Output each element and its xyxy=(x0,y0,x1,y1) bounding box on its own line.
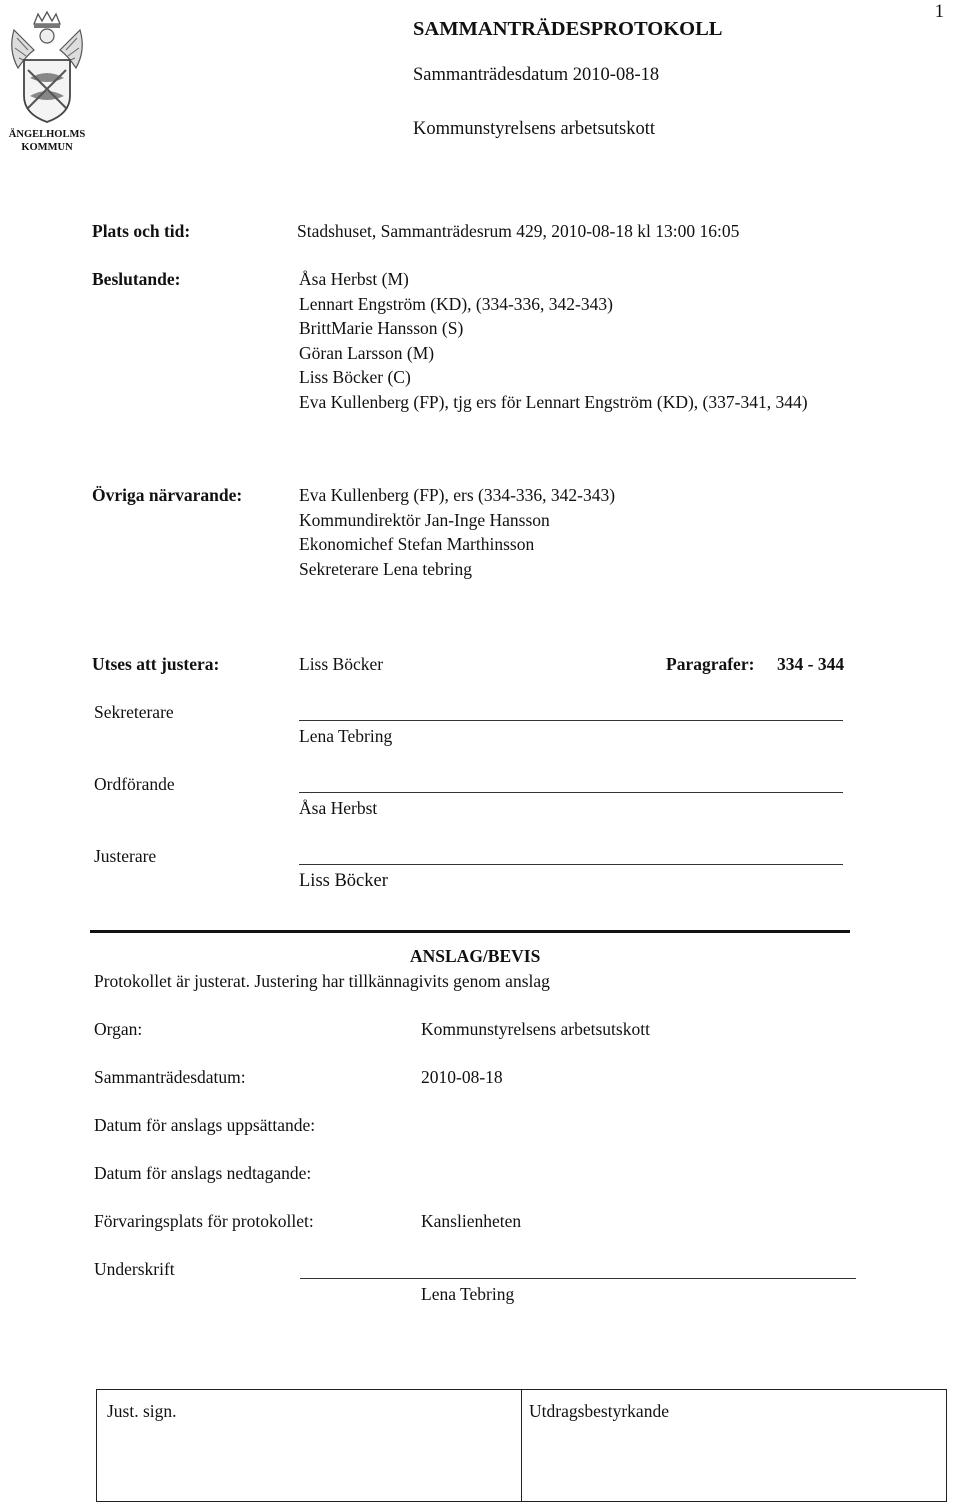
underskrift-name: Lena Tebring xyxy=(421,1284,515,1304)
forvaring-label: Förvaringsplats för protokollet: xyxy=(94,1211,314,1231)
ovriga-label: Övriga närvarande: xyxy=(92,485,243,505)
list-item: Kommundirektör Jan-Inge Hansson xyxy=(299,509,550,530)
logo-line1: ÄNGELHOLMS xyxy=(8,129,86,140)
coat-of-arms-icon xyxy=(4,10,90,128)
datum-label: Sammanträdesdatum: xyxy=(94,1067,246,1087)
signature-line xyxy=(299,792,843,793)
list-item: Ekonomichef Stefan Marthinsson xyxy=(299,534,535,554)
plats-label: Plats och tid: xyxy=(92,221,191,241)
page-number: 1 xyxy=(934,2,944,22)
section-divider xyxy=(90,930,850,933)
signature-role-ordforande: Ordförande xyxy=(94,774,175,794)
logo-line2: KOMMUN xyxy=(21,142,73,153)
signature-line xyxy=(300,1278,856,1279)
meeting-date-line: Sammanträdesdatum 2010-08-18 xyxy=(413,65,660,85)
committee-name: Kommunstyrelsens arbetsutskott xyxy=(413,119,656,139)
signature-role-justerare: Justerare xyxy=(94,846,157,866)
signature-name-sekreterare: Lena Tebring xyxy=(299,726,393,746)
organ-value: Kommunstyrelsens arbetsutskott xyxy=(421,1019,650,1039)
list-item: BrittMarie Hansson (S) xyxy=(299,318,464,338)
forvaring-value: Kanslienheten xyxy=(421,1211,522,1231)
just-sign-label: Just. sign. xyxy=(107,1401,177,1421)
paragrafer-value: 334 - 344 xyxy=(777,654,845,674)
justera-label: Utses att justera: xyxy=(92,654,220,674)
utdragsbestyrkande-label: Utdragsbestyrkande xyxy=(529,1401,669,1421)
datum-value: 2010-08-18 xyxy=(421,1067,503,1087)
beslutande-label: Beslutande: xyxy=(92,269,181,289)
footer-divider xyxy=(521,1390,522,1501)
uppsattande-label: Datum för anslags uppsättande: xyxy=(94,1115,316,1135)
nedtagande-label: Datum för anslags nedtagande: xyxy=(94,1163,312,1183)
beslutande-list xyxy=(299,268,808,415)
plats-value: Stadshuset, Sammanträdesrum 429, 2010-08-18 kl 13:00 16:05 xyxy=(297,221,740,241)
list-item: Eva Kullenberg (FP), tjg ers för Lennart Engström (KD), (337-341, 344) xyxy=(299,391,808,412)
underskrift-label: Underskrift xyxy=(94,1259,175,1279)
anslag-statement: Protokollet är justerat. Justering har tillkännagivits genom anslag xyxy=(94,971,550,991)
signature-name-justerare: Liss Böcker xyxy=(299,871,388,891)
list-item: Lennart Engström (KD), (334-336, 342-343) xyxy=(299,293,613,314)
list-item: Liss Böcker (C) xyxy=(299,367,411,387)
paragrafer-label: Paragrafer: xyxy=(666,654,755,674)
list-item: Åsa Herbst (M) xyxy=(299,269,409,289)
list-item: Eva Kullenberg (FP), ers (334-336, 342-343) xyxy=(299,485,616,505)
organ-label: Organ: xyxy=(94,1019,143,1039)
list-item: Sekreterare Lena tebring xyxy=(299,558,472,579)
anslag-title: ANSLAG/BEVIS xyxy=(410,946,541,966)
document-title: SAMMANTRÄDESPROTOKOLL xyxy=(413,18,723,40)
ovriga-list xyxy=(299,484,615,582)
signature-line xyxy=(299,864,843,865)
footer-sign-box xyxy=(96,1389,947,1502)
list-item: Göran Larsson (M) xyxy=(299,342,435,363)
signature-role-sekreterare: Sekreterare xyxy=(94,702,174,722)
signature-line xyxy=(299,720,843,721)
signature-name-ordforande: Åsa Herbst xyxy=(299,798,378,818)
justera-value: Liss Böcker xyxy=(299,654,384,674)
municipality-logo xyxy=(4,10,90,152)
